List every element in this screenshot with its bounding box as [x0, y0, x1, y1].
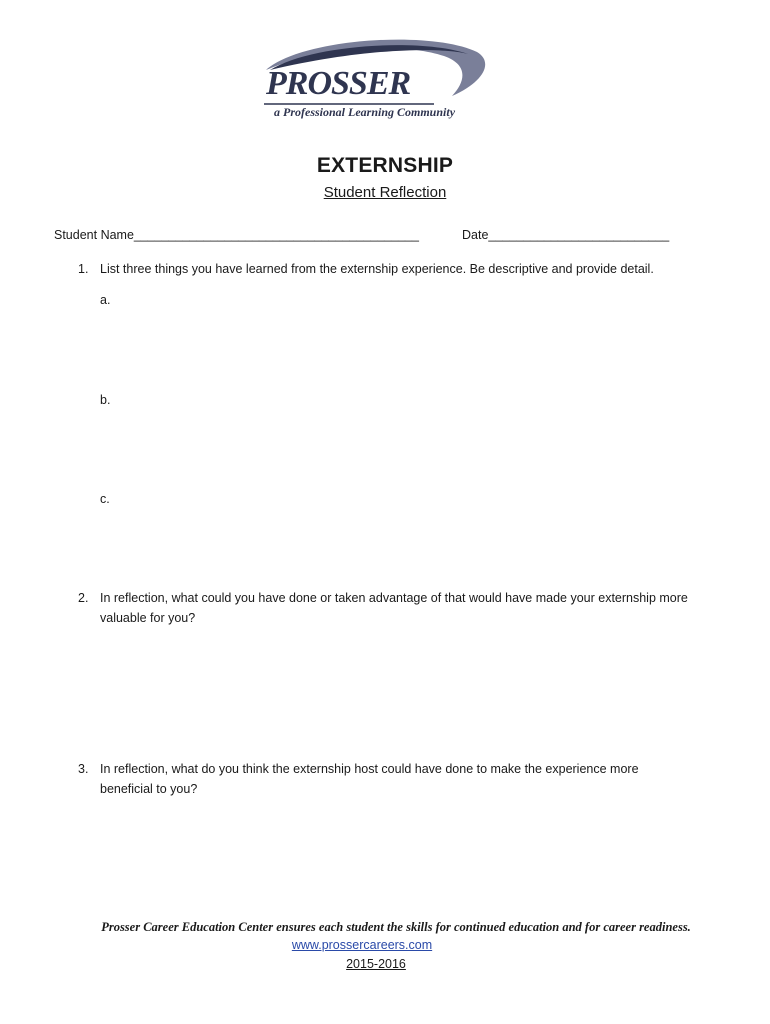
- logo-wordmark: PROSSER: [266, 65, 411, 102]
- answer-item-b: b.: [100, 393, 111, 407]
- question-text: In reflection, what could you have done or taken advantage of that would have made your externship more valuable for you?: [100, 591, 688, 625]
- logo-tagline: a Professional Learning Community: [274, 105, 456, 119]
- question-number: 2.: [78, 591, 89, 605]
- document-title: EXTERNSHIP: [316, 154, 454, 177]
- student-name-field[interactable]: Student Name_________________________________________: [54, 228, 419, 242]
- footer-school-year: 2015-2016: [346, 957, 406, 971]
- question-text: In reflection, what do you think the externship host could have done to make the experience more beneficial to you?: [100, 762, 639, 796]
- question-number: 1.: [78, 262, 89, 276]
- answer-item-a: a.: [100, 293, 111, 307]
- document-subtitle: Student Reflection: [323, 184, 447, 201]
- footer-website-link[interactable]: www.prossercareers.com: [291, 938, 433, 952]
- prosser-logo-swoosh: [262, 36, 490, 122]
- footer-tagline: Prosser Career Education Center ensures each student the skills for continued education and for career readiness.: [101, 920, 691, 934]
- answer-item-c: c.: [100, 492, 110, 506]
- question-number: 3.: [78, 762, 89, 776]
- prosser-logo: [262, 36, 490, 122]
- question-text: List three things you have learned from the externship experience. Be descriptive and provide detail.: [100, 262, 654, 276]
- date-field[interactable]: Date__________________________: [462, 228, 670, 242]
